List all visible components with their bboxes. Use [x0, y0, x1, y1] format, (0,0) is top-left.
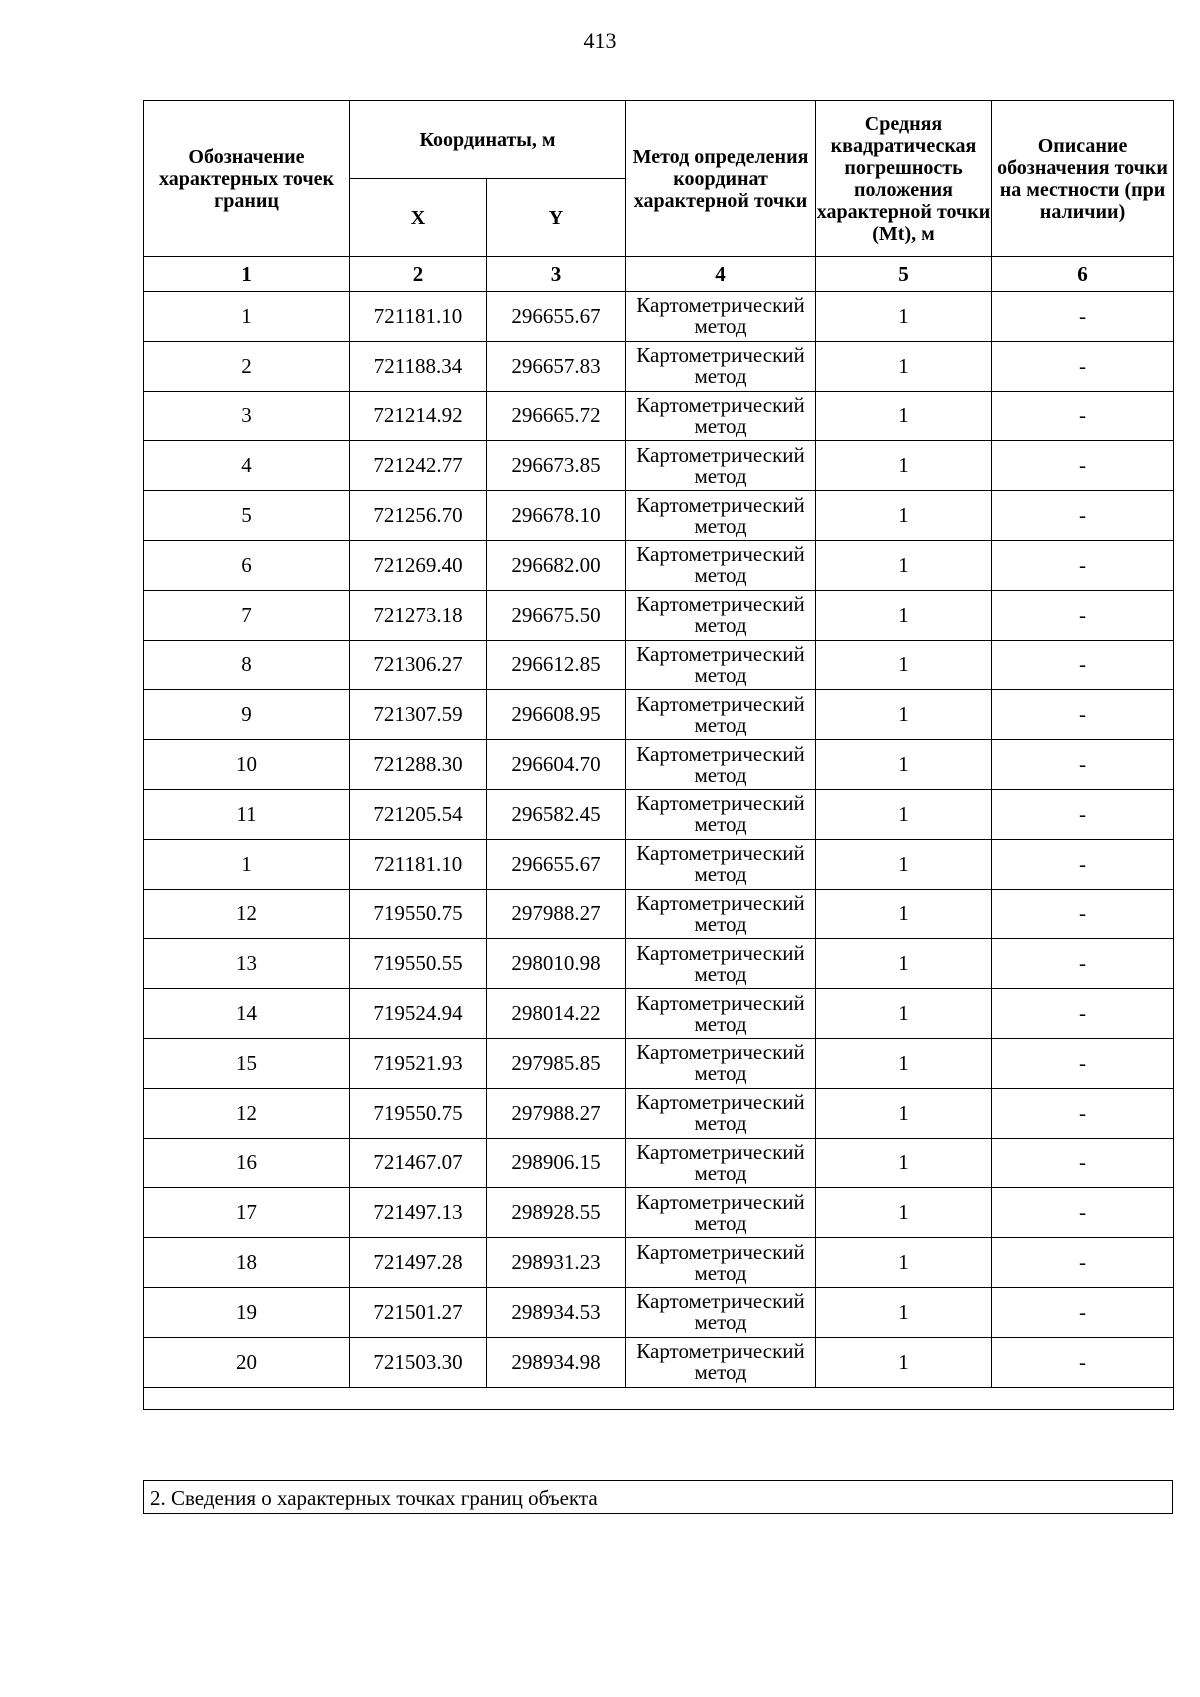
cell-point: 2 — [144, 341, 350, 391]
cell-description: - — [992, 1337, 1174, 1387]
cell-point: 5 — [144, 491, 350, 541]
column-number: 1 — [144, 257, 350, 292]
cell-y: 297988.27 — [487, 1088, 626, 1138]
header-coordinates: Координаты, м — [350, 101, 626, 179]
cell-x: 721307.59 — [350, 690, 487, 740]
cell-description: - — [992, 789, 1174, 839]
cell-y: 296582.45 — [487, 789, 626, 839]
section-title: 2. Сведения о характерных точках границ объекта — [143, 1480, 1173, 1514]
header-description: Описание обозначения точки на местности (при наличии) — [992, 101, 1174, 257]
column-number: 3 — [487, 257, 626, 292]
cell-x: 721181.10 — [350, 292, 487, 342]
table-row — [144, 341, 1174, 391]
empty-cell — [144, 1387, 1174, 1409]
cell-description: - — [992, 640, 1174, 690]
cell-point: 9 — [144, 690, 350, 740]
table-row — [144, 292, 1174, 342]
table-row — [144, 1038, 1174, 1088]
cell-description: - — [992, 391, 1174, 441]
cell-y: 296608.95 — [487, 690, 626, 740]
cell-error: 1 — [816, 1337, 992, 1387]
cell-error: 1 — [816, 889, 992, 939]
cell-method: Картометрический метод — [626, 391, 816, 441]
table-row — [144, 441, 1174, 491]
cell-error: 1 — [816, 1238, 992, 1288]
cell-point: 12 — [144, 1088, 350, 1138]
cell-description: - — [992, 540, 1174, 590]
cell-point: 8 — [144, 640, 350, 690]
table-row — [144, 989, 1174, 1039]
cell-error: 1 — [816, 441, 992, 491]
cell-y: 296655.67 — [487, 839, 626, 889]
cell-method: Картометрический метод — [626, 789, 816, 839]
cell-error: 1 — [816, 491, 992, 541]
cell-point: 16 — [144, 1138, 350, 1188]
cell-error: 1 — [816, 1138, 992, 1188]
cell-method: Картометрический метод — [626, 491, 816, 541]
table-row — [144, 889, 1174, 939]
cell-error: 1 — [816, 540, 992, 590]
cell-x: 721256.70 — [350, 491, 487, 541]
cell-x: 719521.93 — [350, 1038, 487, 1088]
cell-y: 297985.85 — [487, 1038, 626, 1088]
cell-error: 1 — [816, 939, 992, 989]
cell-method: Картометрический метод — [626, 441, 816, 491]
cell-description: - — [992, 690, 1174, 740]
cell-y: 296655.67 — [487, 292, 626, 342]
table-row — [144, 1088, 1174, 1138]
cell-x: 721497.13 — [350, 1188, 487, 1238]
header-error: Средняя квадратическая погрешность положения характерной точки (Mt), м — [816, 101, 992, 257]
cell-x: 719550.75 — [350, 889, 487, 939]
cell-error: 1 — [816, 989, 992, 1039]
cell-error: 1 — [816, 1038, 992, 1088]
cell-method: Картометрический метод — [626, 1088, 816, 1138]
cell-x: 721467.07 — [350, 1138, 487, 1188]
table-row — [144, 391, 1174, 441]
table-body — [144, 292, 1174, 1410]
cell-y: 298906.15 — [487, 1138, 626, 1188]
cell-point: 7 — [144, 590, 350, 640]
cell-point: 15 — [144, 1038, 350, 1088]
table-row — [144, 1337, 1174, 1387]
cell-error: 1 — [816, 789, 992, 839]
cell-y: 296673.85 — [487, 441, 626, 491]
cell-description: - — [992, 740, 1174, 790]
cell-y: 296665.72 — [487, 391, 626, 441]
column-number: 6 — [992, 257, 1174, 292]
cell-method: Картометрический метод — [626, 690, 816, 740]
cell-error: 1 — [816, 1188, 992, 1238]
cell-x: 719550.55 — [350, 939, 487, 989]
cell-point: 1 — [144, 839, 350, 889]
cell-point: 12 — [144, 889, 350, 939]
cell-method: Картометрический метод — [626, 341, 816, 391]
cell-y: 298931.23 — [487, 1238, 626, 1288]
empty-row — [144, 1387, 1174, 1409]
cell-y: 298928.55 — [487, 1188, 626, 1238]
cell-method: Картометрический метод — [626, 1287, 816, 1337]
coordinates-table — [143, 100, 1174, 1410]
cell-error: 1 — [816, 640, 992, 690]
header-point: Обозначение характерных точек границ — [144, 101, 350, 257]
header-method: Метод определения координат характерной точки — [626, 101, 816, 257]
cell-x: 721242.77 — [350, 441, 487, 491]
cell-y: 296682.00 — [487, 540, 626, 590]
cell-point: 3 — [144, 391, 350, 441]
cell-point: 18 — [144, 1238, 350, 1288]
cell-description: - — [992, 1238, 1174, 1288]
cell-description: - — [992, 1138, 1174, 1188]
cell-description: - — [992, 341, 1174, 391]
table-row — [144, 1138, 1174, 1188]
cell-y: 298014.22 — [487, 989, 626, 1039]
cell-description: - — [992, 1188, 1174, 1238]
cell-error: 1 — [816, 292, 992, 342]
table-row — [144, 789, 1174, 839]
cell-error: 1 — [816, 690, 992, 740]
cell-x: 719524.94 — [350, 989, 487, 1039]
column-number: 4 — [626, 257, 816, 292]
cell-method: Картометрический метод — [626, 1238, 816, 1288]
cell-x: 721501.27 — [350, 1287, 487, 1337]
cell-y: 296657.83 — [487, 341, 626, 391]
cell-x: 721269.40 — [350, 540, 487, 590]
table-row — [144, 839, 1174, 889]
header-y: Y — [487, 179, 626, 257]
cell-x: 721205.54 — [350, 789, 487, 839]
cell-point: 1 — [144, 292, 350, 342]
cell-error: 1 — [816, 740, 992, 790]
cell-x: 719550.75 — [350, 1088, 487, 1138]
cell-point: 13 — [144, 939, 350, 989]
cell-description: - — [992, 1287, 1174, 1337]
cell-description: - — [992, 1088, 1174, 1138]
column-number: 2 — [350, 257, 487, 292]
cell-y: 297988.27 — [487, 889, 626, 939]
cell-error: 1 — [816, 839, 992, 889]
cell-method: Картометрический метод — [626, 1138, 816, 1188]
cell-description: - — [992, 441, 1174, 491]
cell-method: Картометрический метод — [626, 939, 816, 989]
cell-description: - — [992, 989, 1174, 1039]
cell-description: - — [992, 491, 1174, 541]
cell-description: - — [992, 839, 1174, 889]
table-row — [144, 690, 1174, 740]
cell-y: 296675.50 — [487, 590, 626, 640]
table-row — [144, 1188, 1174, 1238]
table-row — [144, 540, 1174, 590]
table-row — [144, 1238, 1174, 1288]
table-row — [144, 590, 1174, 640]
cell-x: 721497.28 — [350, 1238, 487, 1288]
table-row — [144, 939, 1174, 989]
cell-point: 19 — [144, 1287, 350, 1337]
table-row — [144, 640, 1174, 690]
cell-description: - — [992, 292, 1174, 342]
cell-error: 1 — [816, 1287, 992, 1337]
cell-error: 1 — [816, 391, 992, 441]
cell-point: 11 — [144, 789, 350, 839]
cell-error: 1 — [816, 590, 992, 640]
cell-point: 17 — [144, 1188, 350, 1238]
cell-method: Картометрический метод — [626, 1188, 816, 1238]
cell-x: 721288.30 — [350, 740, 487, 790]
cell-method: Картометрический метод — [626, 889, 816, 939]
cell-x: 721181.10 — [350, 839, 487, 889]
cell-point: 10 — [144, 740, 350, 790]
cell-point: 14 — [144, 989, 350, 1039]
cell-method: Картометрический метод — [626, 292, 816, 342]
cell-point: 6 — [144, 540, 350, 590]
cell-method: Картометрический метод — [626, 839, 816, 889]
cell-x: 721214.92 — [350, 391, 487, 441]
cell-description: - — [992, 1038, 1174, 1088]
table-row — [144, 491, 1174, 541]
cell-point: 4 — [144, 441, 350, 491]
cell-x: 721273.18 — [350, 590, 487, 640]
cell-point: 20 — [144, 1337, 350, 1387]
cell-error: 1 — [816, 1088, 992, 1138]
cell-method: Картометрический метод — [626, 1038, 816, 1088]
page-number: 413 — [583, 28, 617, 53]
cell-y: 298934.98 — [487, 1337, 626, 1387]
cell-x: 721306.27 — [350, 640, 487, 690]
cell-y: 296678.10 — [487, 491, 626, 541]
table-row — [144, 1287, 1174, 1337]
table-row — [144, 740, 1174, 790]
cell-y: 298934.53 — [487, 1287, 626, 1337]
cell-method: Картометрический метод — [626, 590, 816, 640]
cell-method: Картометрический метод — [626, 989, 816, 1039]
cell-error: 1 — [816, 341, 992, 391]
cell-y: 296612.85 — [487, 640, 626, 690]
cell-x: 721188.34 — [350, 341, 487, 391]
column-number: 5 — [816, 257, 992, 292]
cell-y: 298010.98 — [487, 939, 626, 989]
cell-method: Картометрический метод — [626, 740, 816, 790]
cell-method: Картометрический метод — [626, 540, 816, 590]
header-x: X — [350, 179, 487, 257]
cell-method: Картометрический метод — [626, 1337, 816, 1387]
cell-y: 296604.70 — [487, 740, 626, 790]
cell-description: - — [992, 590, 1174, 640]
cell-method: Картометрический метод — [626, 640, 816, 690]
cell-description: - — [992, 889, 1174, 939]
cell-description: - — [992, 939, 1174, 989]
cell-x: 721503.30 — [350, 1337, 487, 1387]
